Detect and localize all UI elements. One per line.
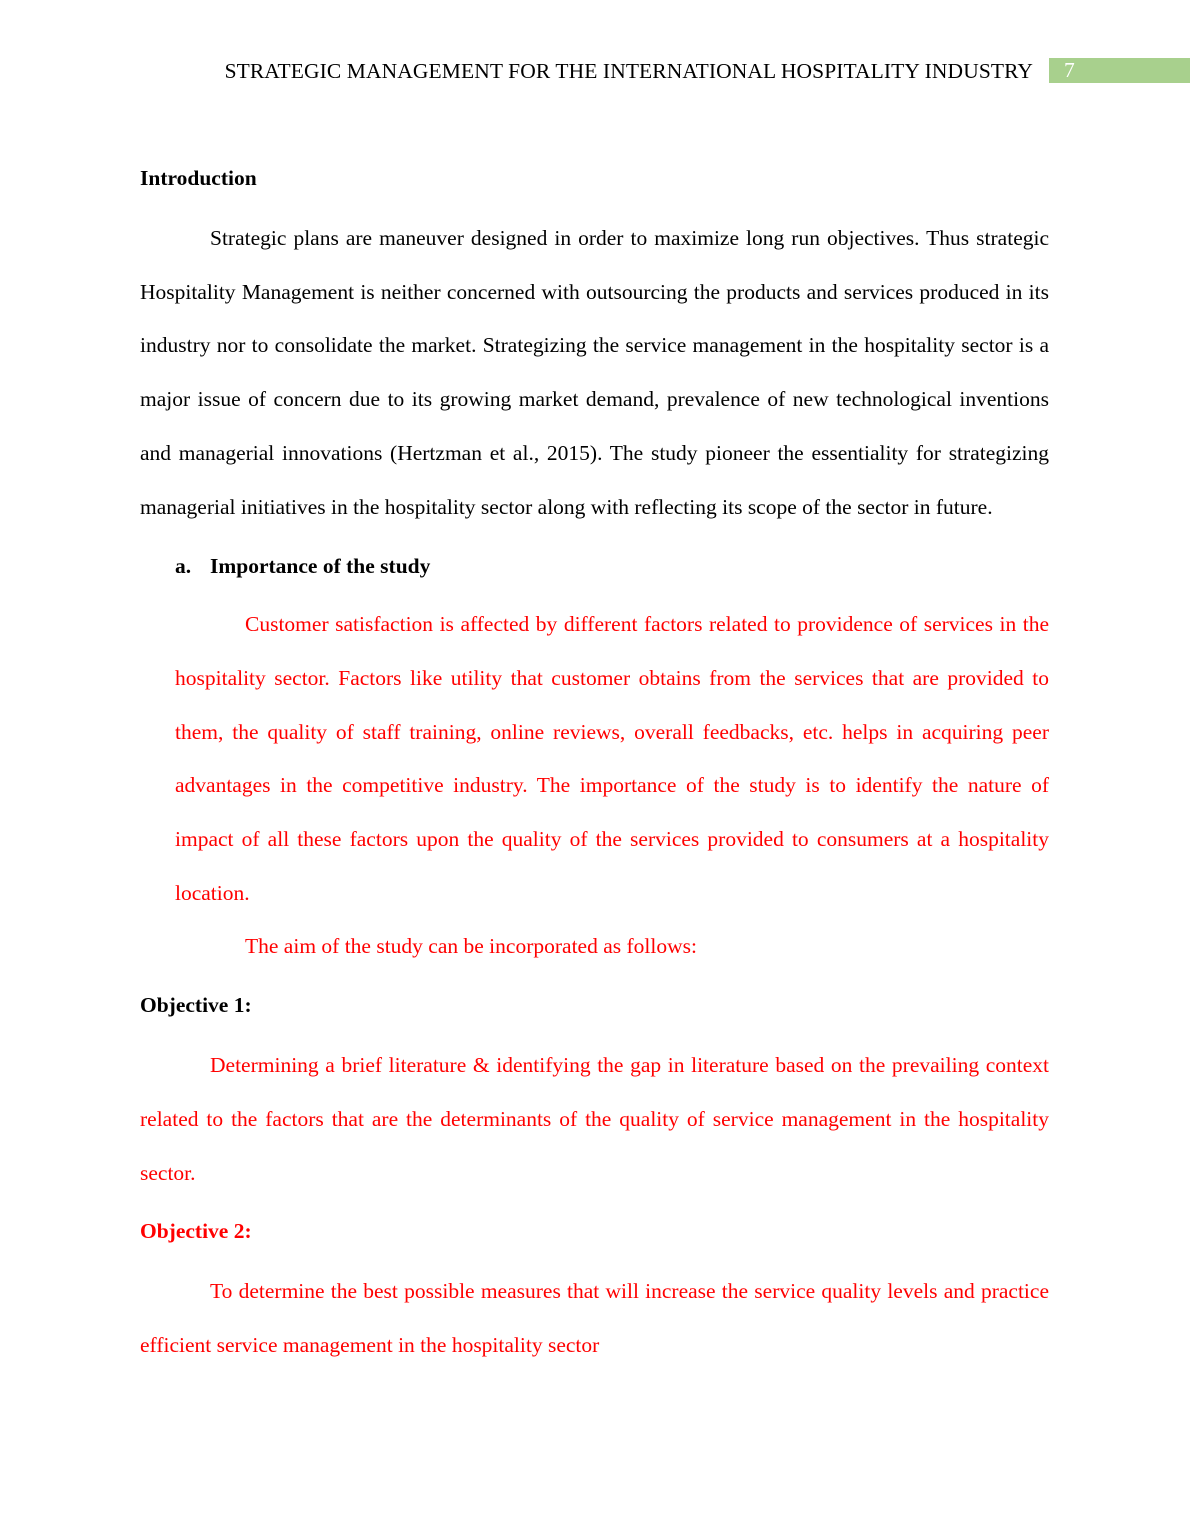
introduction-paragraph: Strategic plans are maneuver designed in order to maximize long run objectives. Thus strategic Hospitality Management is neither concerned with outsourcing the products and services produced in its industry nor to consolidate the market. Strategizing the service management in the hospitality sector is a major issue of concern due to its growing market demand, prevalence of new technological inventions and managerial innovations (Hertzman et al., 2015). The study pioneer the essentiality for strategizing managerial initiatives in the hospitality sector along with reflecting its scope of the sector in future.	[140, 226, 1049, 519]
importance-heading	[175, 548, 1049, 584]
objective-1-heading: Objective 1:	[140, 993, 252, 1018]
importance-section	[175, 598, 1049, 920]
aim-line: The aim of the study can be incorporated as follows:	[245, 934, 697, 959]
running-header	[0, 57, 1190, 85]
objective-1-paragraph: Determining a brief literature & identifying the gap in literature based on the prevailing context related to the factors that are the determinants of the quality of service management in the hospitality sector.	[140, 1053, 1049, 1185]
document-body	[140, 160, 1049, 1373]
importance-heading-text: Importance of the study	[210, 554, 431, 579]
page-number: 7	[1064, 58, 1075, 82]
introduction-heading: Introduction	[140, 166, 257, 190]
running-title: STRATEGIC MANAGEMENT FOR THE INTERNATIONAL HOSPITALITY INDUSTRY	[224, 59, 1033, 83]
objective-2-paragraph: To determine the best possible measures that will increase the service quality levels and practice efficient service management in the hospitality sector	[140, 1279, 1049, 1357]
page-number-badge	[1049, 58, 1190, 83]
importance-paragraph: Customer satisfaction is affected by different factors related to providence of services in the hospitality sector. Factors like utility that customer obtains from the services that are provided to them, the quality of staff training, online reviews, overall feedbacks, etc. helps in acquiring peer advantages in the competitive industry. The importance of the study is to identify the nature of impact of all these factors upon the quality of the services provided to consumers at a hospitality location.	[175, 612, 1049, 905]
objective-2-heading: Objective 2:	[140, 1219, 252, 1244]
list-marker: a.	[175, 554, 192, 579]
